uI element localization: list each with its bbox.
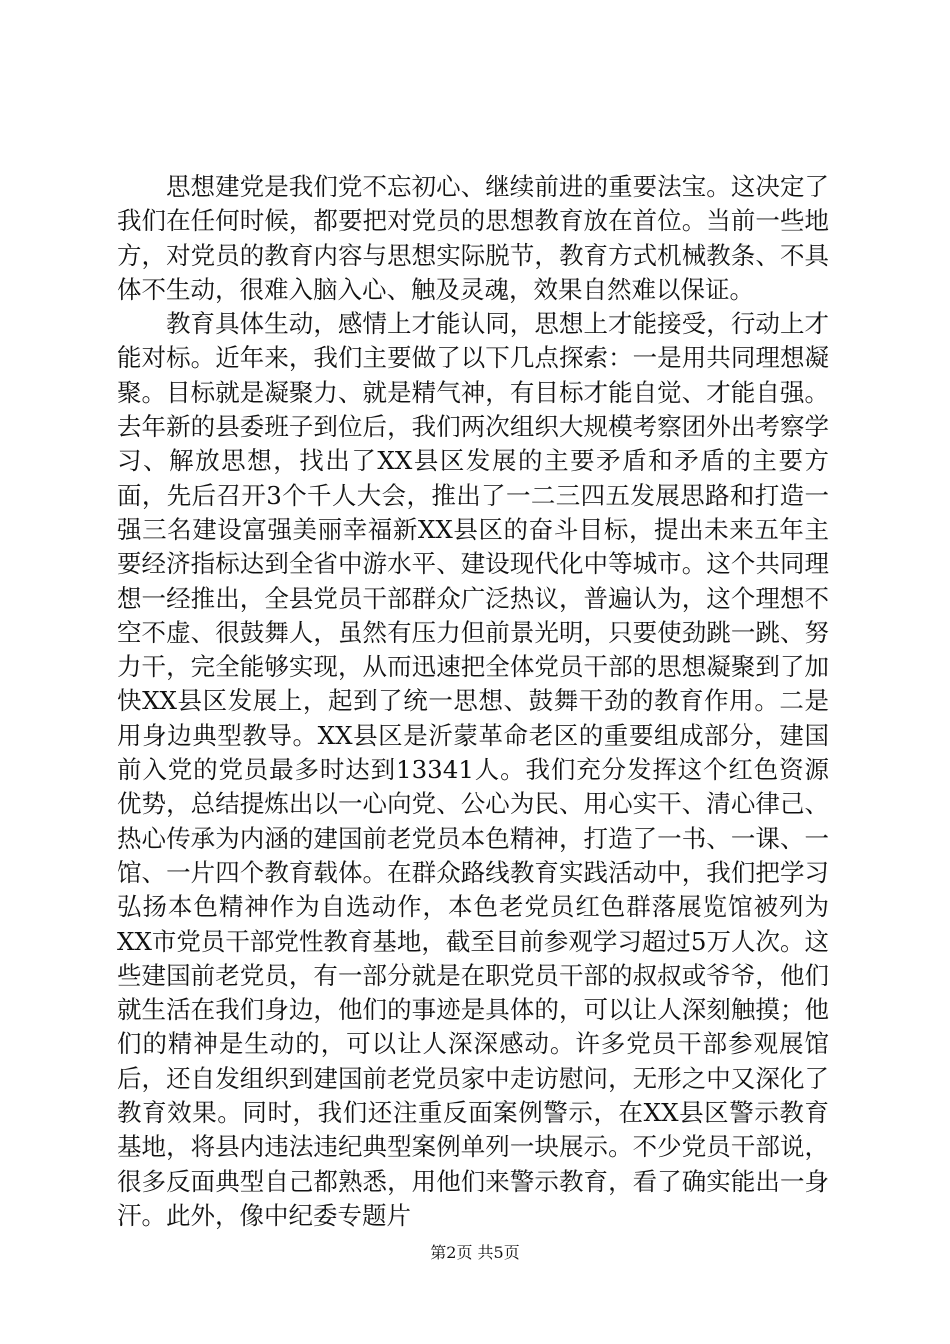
- paragraph-1: 思想建党是我们党不忘初心、继续前进的重要法宝。这决定了我们在任何时候，都要把对党员的思想教育放在首位。当前一些地方，对党员的教育内容与思想实际脱节，教育方式机械教条、不具体不生动，很难入脑入心、触及灵魂，效果自然难以保证。: [117, 172, 829, 304]
- document-body: [117, 170, 829, 1233]
- page-number-footer: 第2页 共5页: [430, 1243, 520, 1262]
- paragraph-2: 教育具体生动，感情上才能认同，思想上才能接受，行动上才能对标。近年来，我们主要做了以下几点探索：一是用共同理想凝聚。目标就是凝聚力、就是精气神，有目标才能自觉、才能自强。去年新的县委班子到位后，我们两次组织大规模考察团外出考察学习、解放思想，找出了XX县区发展的主要矛盾和矛盾的主要方面，先后召开3个千人大会，推出了一二三四五发展思路和打造一强三名建设富强美丽幸福新XX县区的奋斗目标，提出未来五年主要经济指标达到全省中游水平、建设现代化中等城市。这个共同理想一经推出，全县党员干部群众广泛热议，普遍认为，这个理想不空不虚、很鼓舞人，虽然有压力但前景光明，只要使劲跳一跳、努力干，完全能够实现，从而迅速把全体党员干部的思想凝聚到了加快XX县区发展上，起到了统一思想、鼓舞干劲的教育作用。二是用身边典型教导。XX县区是沂蒙革命老区的重要组成部分，建国前入党的党员最多时达到13341人。我们充分发挥这个红色资源优势，总结提炼出以一心向党、公心为民、用心实干、清心律己、热心传承为内涵的建国前老党员本色精神，打造了一书、一课、一馆、一片四个教育载体。在群众路线教育实践活动中，我们把学习弘扬本色精神作为自选动作，本色老党员红色群落展览馆被列为XX市党员干部党性教育基地，截至目前参观学习超过5万人次。这些建国前老党员，有一部分就是在职党员干部的叔叔或爷爷，他们就生活在我们身边，他们的事迹是具体的，可以让人深刻触摸；他们的精神是生动的，可以让人深深感动。许多党员干部参观展馆后，还自发组织到建国前老党员家中走访慰问，无形之中又深化了教育效果。同时，我们还注重反面案例警示，在XX县区警示教育基地，将县内违法违纪典型案例单列一块展示。不少党员干部说，很多反面典型自己都熟悉，用他们来警示教育，看了确实能出一身汗。此外，像中纪委专题片: [117, 309, 829, 1230]
